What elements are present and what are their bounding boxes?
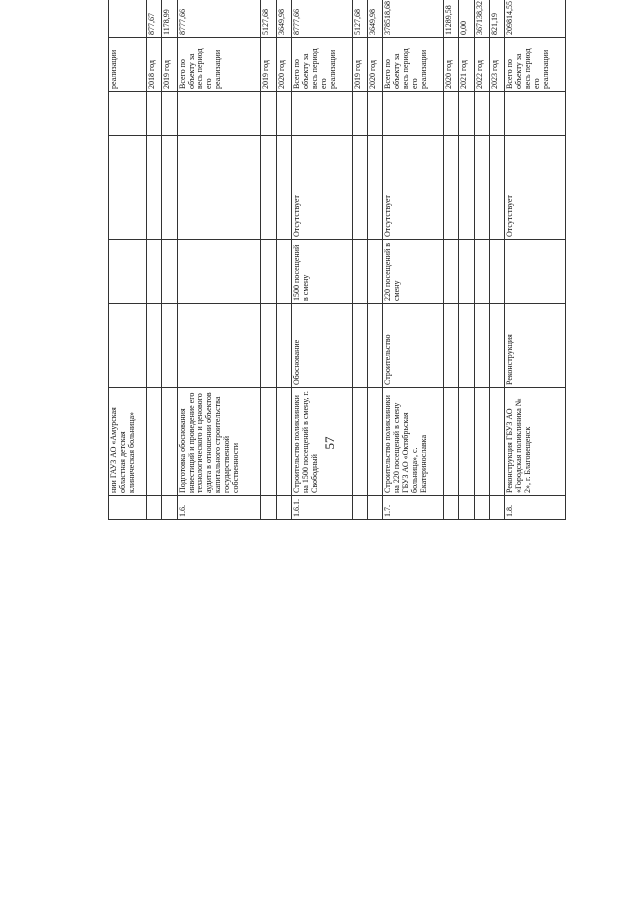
table-cell [261, 92, 276, 136]
table-cell [459, 388, 474, 496]
table-cell [276, 240, 291, 304]
table-cell: 367138,32 [474, 0, 489, 38]
table-cell [459, 240, 474, 304]
table-cell [504, 240, 565, 304]
table-cell: Отсутствует [383, 136, 444, 240]
table-cell [261, 240, 276, 304]
table-cell [459, 136, 474, 240]
table-cell: 8777,66 [291, 0, 352, 38]
table-row [489, 0, 504, 520]
table-row [147, 0, 162, 520]
table-cell: 2019 год [162, 38, 177, 92]
table-cell [352, 496, 367, 520]
table-cell [474, 496, 489, 520]
table-cell: 1500 посещений в смену [291, 240, 352, 304]
table-cell [489, 304, 504, 388]
table-cell [261, 136, 276, 240]
table-cell: 8777,66 [177, 0, 261, 38]
table-cell [177, 304, 261, 388]
table-cell [444, 240, 459, 304]
table-cell [147, 388, 162, 496]
table-cell: Строительство поликлиники на 1500 посещений в смену, г. Свободный [291, 388, 352, 496]
table-row [504, 0, 565, 520]
table-cell [474, 240, 489, 304]
table-cell: 2020 год [367, 38, 382, 92]
table-cell [352, 304, 367, 388]
table-cell: 3649,98 [276, 0, 291, 38]
table-cell: Подготовка обоснования инвестиций и проведение его технологического и ценового аудита в отношении объектов капитального строительства государственной собственности [177, 388, 261, 496]
table-cell [162, 388, 177, 496]
table-cell: 1.6.1. [291, 496, 352, 520]
table-cell [177, 92, 261, 136]
table-cell [162, 92, 177, 136]
table-cell [474, 388, 489, 496]
table-cell [109, 136, 147, 240]
table-cell: Всего по объекту за весь период его реализации [504, 38, 565, 92]
table-cell [444, 92, 459, 136]
table-row [291, 0, 352, 520]
table-cell: Обоснование [291, 304, 352, 388]
table-cell: 1178,99 [162, 0, 177, 38]
table-cell: 877,67 [147, 0, 162, 38]
table-cell [147, 496, 162, 520]
table-row [459, 0, 474, 520]
table-cell [177, 136, 261, 240]
table-cell: нии ГАУЗ АО «Амурская областная детская клиническая больница» [109, 388, 147, 496]
table-cell: Всего по объекту за весь период его реализации [383, 38, 444, 92]
table-cell [489, 92, 504, 136]
table-cell [276, 92, 291, 136]
table-cell: 2021 год [459, 38, 474, 92]
table-cell [352, 388, 367, 496]
table-cell: 2022 год [474, 38, 489, 92]
table-cell [367, 388, 382, 496]
table-cell: 1.6. [177, 496, 261, 520]
table-cell [444, 304, 459, 388]
table-row [177, 0, 261, 520]
table-cell [109, 496, 147, 520]
table-cell: 220 посещений в смену [383, 240, 444, 304]
table-cell: Отсутствует [291, 136, 352, 240]
table-cell [474, 92, 489, 136]
table-cell [147, 240, 162, 304]
table-row [352, 0, 367, 520]
table-cell [109, 240, 147, 304]
table-cell [489, 136, 504, 240]
table-cell: 11289,58 [444, 0, 459, 38]
table-cell [261, 304, 276, 388]
table-cell [276, 388, 291, 496]
table-cell [367, 496, 382, 520]
table-cell [147, 136, 162, 240]
investment-table [108, 0, 566, 520]
table-cell: 5127,68 [352, 0, 367, 38]
table-cell: 2019 год [352, 38, 367, 92]
table-cell [352, 240, 367, 304]
table-row [162, 0, 177, 520]
table-cell [444, 496, 459, 520]
table-row [383, 0, 444, 520]
table-container [108, 1, 566, 862]
table-cell [276, 496, 291, 520]
table-cell [444, 136, 459, 240]
table-cell: 821,19 [489, 0, 504, 38]
table-cell: 5127,68 [261, 0, 276, 38]
table-cell [367, 240, 382, 304]
table-cell: 0,00 [459, 0, 474, 38]
table-row [474, 0, 489, 520]
table-cell [162, 496, 177, 520]
table-row [367, 0, 382, 520]
table-cell: 2020 год [276, 38, 291, 92]
table-cell [352, 136, 367, 240]
table-cell [109, 304, 147, 388]
table-cell [109, 0, 147, 38]
table-cell: реализации [109, 38, 147, 92]
table-cell [162, 136, 177, 240]
table-cell: 2019 год [261, 38, 276, 92]
table-cell [489, 496, 504, 520]
table-cell: 2020 год [444, 38, 459, 92]
table-cell: 209814,55 [504, 0, 565, 38]
table-cell [367, 92, 382, 136]
table-cell [459, 304, 474, 388]
table-cell [291, 92, 352, 136]
table-cell: 3649,98 [367, 0, 382, 38]
table-cell [147, 304, 162, 388]
table-cell: Всего по объекту за весь период его реализации [291, 38, 352, 92]
table-cell [177, 240, 261, 304]
table-cell [367, 304, 382, 388]
table-cell: Строительство [383, 304, 444, 388]
table-cell: 378518,68 [383, 0, 444, 38]
table-row [261, 0, 276, 520]
table-cell: Реконструкция ГБУЗ АО «Городская поликлиника № 2», г. Благовещенск [504, 388, 565, 496]
table-cell [352, 92, 367, 136]
table-cell: Реконструкция [504, 304, 565, 388]
table-cell: Всего по объекту за весь период его реализации [177, 38, 261, 92]
table-cell: Строительство поликлиники на 220 посещений в смену ГБУЗ АО «Октябрьская больница», с. Екатеринославка [383, 388, 444, 496]
page-number: 57 [322, 436, 337, 450]
table-cell [162, 304, 177, 388]
table-row [109, 0, 147, 520]
table-cell [459, 496, 474, 520]
table-cell [109, 92, 147, 136]
table-cell [162, 240, 177, 304]
table-cell [459, 92, 474, 136]
table-cell: 1.8. [504, 496, 565, 520]
table-cell: 2023 год [489, 38, 504, 92]
table-cell [489, 240, 504, 304]
table-cell [276, 136, 291, 240]
table-cell: 2018 год [147, 38, 162, 92]
table-cell [147, 92, 162, 136]
table-row [444, 0, 459, 520]
table-row [276, 0, 291, 520]
table-cell [261, 388, 276, 496]
table-cell [367, 136, 382, 240]
table-cell [504, 92, 565, 136]
table-cell: Отсутствует [504, 136, 565, 240]
table-cell: 1.7. [383, 496, 444, 520]
table-cell [474, 136, 489, 240]
table-cell [489, 388, 504, 496]
table-cell [383, 92, 444, 136]
table-cell [261, 496, 276, 520]
table-cell [276, 304, 291, 388]
table-cell [444, 388, 459, 496]
table-cell [474, 304, 489, 388]
